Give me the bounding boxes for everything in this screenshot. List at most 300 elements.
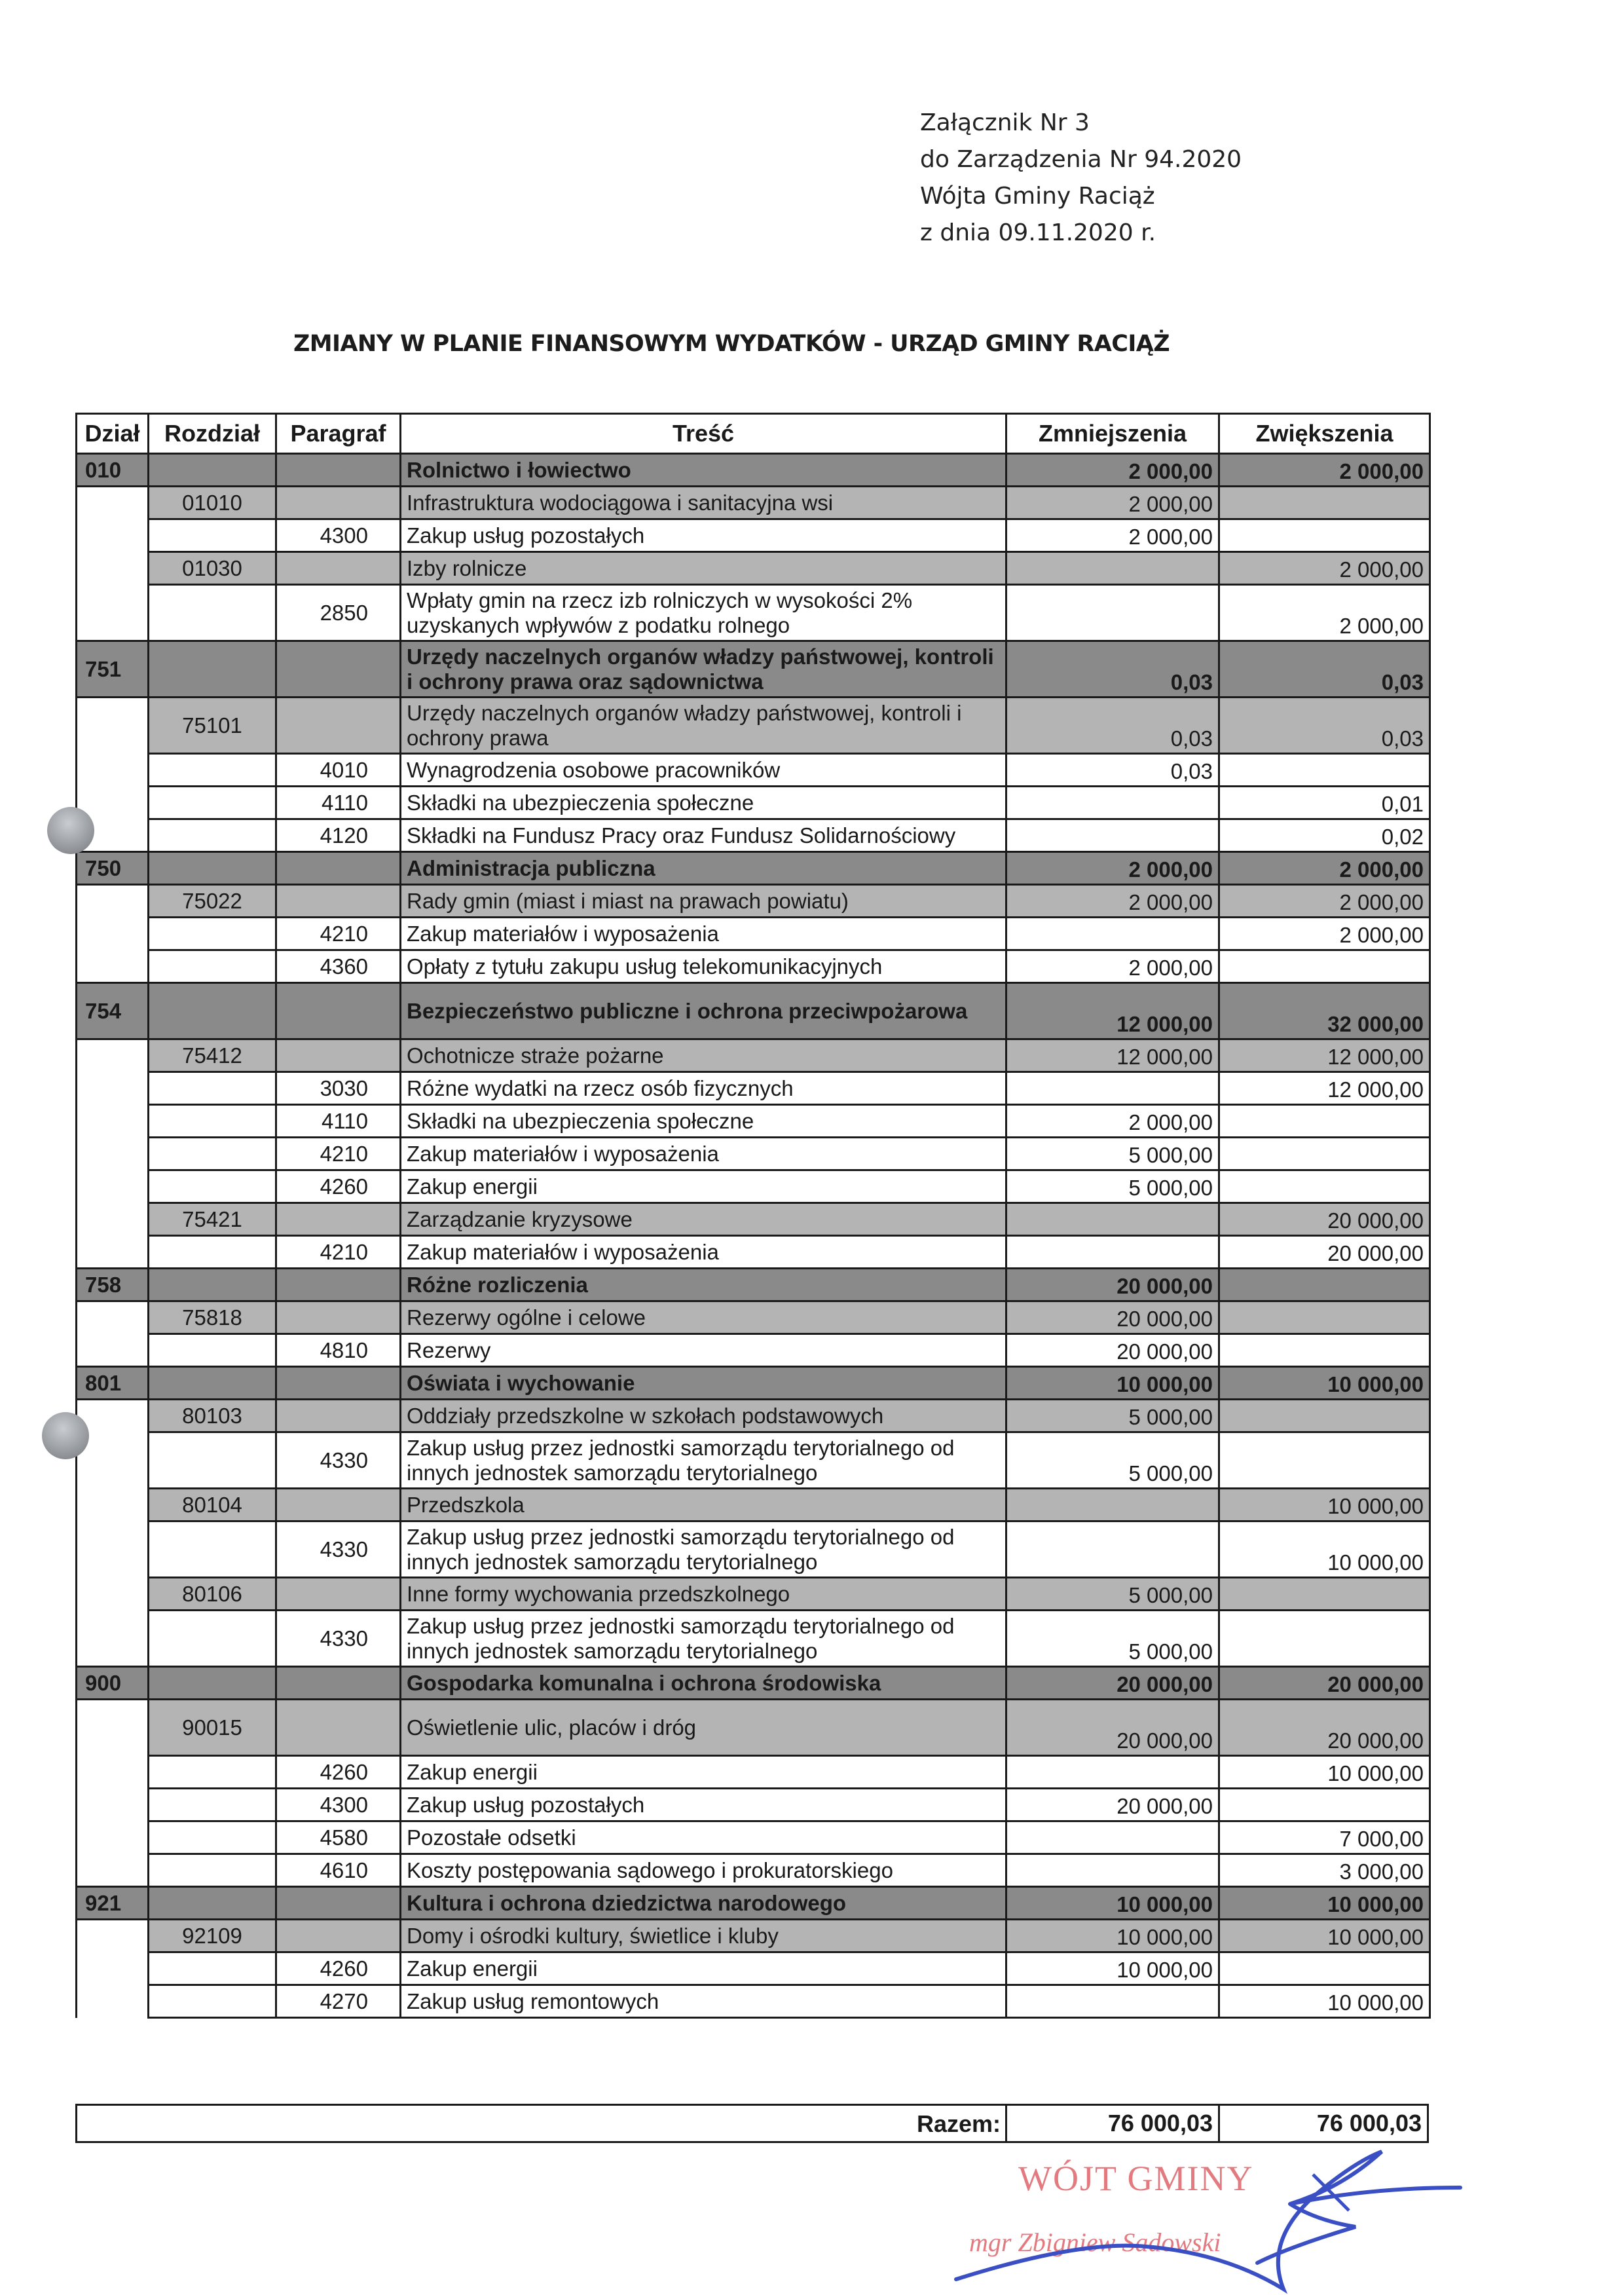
table-row-par: [77, 950, 1430, 983]
table-row-par: [77, 1611, 1430, 1667]
table-row-par: [77, 1952, 1430, 1985]
cell-dzial: [77, 1334, 149, 1367]
table-row-rozdzial: [77, 885, 1430, 918]
cell-zmniejszenia: 12 000,00: [1006, 1039, 1219, 1072]
cell-paragraf: [276, 1887, 401, 1920]
table-row-dzial: [77, 1367, 1430, 1400]
cell-paragraf: 4210: [276, 1236, 401, 1269]
cell-rozdzial: 75101: [149, 698, 276, 754]
cell-zmniejszenia: [1006, 819, 1219, 852]
cell-paragraf: 4330: [276, 1432, 401, 1489]
table-row-par: [77, 1821, 1430, 1854]
cell-dzial: [77, 1521, 149, 1578]
cell-zmniejszenia: 0,03: [1006, 754, 1219, 787]
cell-rozdzial: [149, 585, 276, 641]
cell-zmniejszenia: 10 000,00: [1006, 1920, 1219, 1952]
cell-dzial: 900: [77, 1667, 149, 1700]
cell-zmniejszenia: 2 000,00: [1006, 1105, 1219, 1138]
cell-paragraf: [276, 487, 401, 519]
cell-paragraf: 4300: [276, 519, 401, 552]
cell-zwiekszenia: 2 000,00: [1219, 454, 1430, 487]
cell-rozdzial: [149, 787, 276, 819]
cell-zwiekszenia: 20 000,00: [1219, 1203, 1430, 1236]
cell-zmniejszenia: [1006, 585, 1219, 641]
table-row-par: [77, 1432, 1430, 1489]
annex-issuer: Wójta Gminy Raciąż: [920, 183, 1155, 210]
annex-order: do Zarządzenia Nr 94.2020: [920, 146, 1242, 173]
table-row-rozdzial: [77, 1700, 1430, 1756]
cell-zwiekszenia: 3 000,00: [1219, 1854, 1430, 1887]
cell-paragraf: [276, 983, 401, 1039]
cell-paragraf: [276, 1578, 401, 1611]
table-row-par: [77, 1789, 1430, 1821]
cell-tresc: Zakup materiałów i wyposażenia: [401, 1236, 1006, 1269]
cell-rozdzial: [149, 754, 276, 787]
cell-zmniejszenia: 20 000,00: [1006, 1301, 1219, 1334]
cell-zwiekszenia: [1219, 754, 1430, 787]
cell-tresc: Zakup usług remontowych: [401, 1985, 1006, 2018]
cell-tresc: Pozostałe odsetki: [401, 1821, 1006, 1854]
cell-zmniejszenia: [1006, 1821, 1219, 1854]
cell-zwiekszenia: 7 000,00: [1219, 1821, 1430, 1854]
cell-rozdzial: [149, 1138, 276, 1170]
table-row-par: [77, 787, 1430, 819]
cell-tresc: Składki na Fundusz Pracy oraz Fundusz Solidarnościowy: [401, 819, 1006, 852]
cell-rozdzial: [149, 454, 276, 487]
cell-paragraf: 4360: [276, 950, 401, 983]
cell-dzial: 801: [77, 1367, 149, 1400]
cell-paragraf: [276, 552, 401, 585]
cell-dzial: [77, 950, 149, 983]
cell-zwiekszenia: [1219, 1301, 1430, 1334]
cell-rozdzial: [149, 1667, 276, 1700]
table-row-dzial: [77, 1269, 1430, 1301]
cell-tresc: Zakup usług pozostałych: [401, 1789, 1006, 1821]
cell-rozdzial: [149, 1367, 276, 1400]
cell-dzial: [77, 885, 149, 918]
total-zmniejszenia: 76 000,03: [1005, 2104, 1220, 2143]
cell-zmniejszenia: [1006, 1236, 1219, 1269]
table-row-dzial: [77, 454, 1430, 487]
cell-zmniejszenia: [1006, 1521, 1219, 1578]
table-row-rozdzial: [77, 698, 1430, 754]
cell-tresc: Zarządzanie kryzysowe: [401, 1203, 1006, 1236]
table-row-par: [77, 1072, 1430, 1105]
table-row-rozdzial: [77, 1920, 1430, 1952]
table-row-par: [77, 1138, 1430, 1170]
cell-dzial: [77, 1952, 149, 1985]
cell-rozdzial: [149, 1821, 276, 1854]
cell-zwiekszenia: [1219, 1334, 1430, 1367]
cell-zwiekszenia: 10 000,00: [1219, 1367, 1430, 1400]
cell-tresc: Administracja publiczna: [401, 852, 1006, 885]
document-title: ZMIANY W PLANIE FINANSOWYM WYDATKÓW - URZĄD GMINY RACIĄŻ: [293, 331, 1170, 357]
cell-rozdzial: [149, 1952, 276, 1985]
cell-tresc: Rolnictwo i łowiectwo: [401, 454, 1006, 487]
cell-paragraf: [276, 1039, 401, 1072]
cell-dzial: [77, 1138, 149, 1170]
stamp-name: mgr Zbigniew Sadowski: [969, 2228, 1221, 2257]
cell-zwiekszenia: [1219, 1170, 1430, 1203]
cell-tresc: Rezerwy ogólne i celowe: [401, 1301, 1006, 1334]
cell-rozdzial: [149, 1269, 276, 1301]
cell-tresc: Zakup energii: [401, 1170, 1006, 1203]
table-row-par: [77, 1334, 1430, 1367]
cell-tresc: Zakup usług pozostałych: [401, 519, 1006, 552]
cell-rozdzial: [149, 1854, 276, 1887]
cell-tresc: Rady gmin (miast i miast na prawach powiatu): [401, 885, 1006, 918]
cell-dzial: [77, 1301, 149, 1334]
cell-paragraf: [276, 1269, 401, 1301]
cell-paragraf: 4110: [276, 787, 401, 819]
cell-paragraf: 4210: [276, 1138, 401, 1170]
cell-zmniejszenia: [1006, 787, 1219, 819]
cell-tresc: Przedszkola: [401, 1489, 1006, 1521]
table-row-rozdzial: [77, 552, 1430, 585]
cell-dzial: [77, 1985, 149, 2018]
cell-dzial: 751: [77, 641, 149, 698]
cell-tresc: Oddziały przedszkolne w szkołach podstawowych: [401, 1400, 1006, 1432]
cell-paragraf: [276, 641, 401, 698]
cell-paragraf: [276, 852, 401, 885]
cell-zmniejszenia: 5 000,00: [1006, 1611, 1219, 1667]
cell-paragraf: [276, 1367, 401, 1400]
cell-tresc: Urzędy naczelnych organów władzy państwowej, kontroli i ochrony prawa oraz sądownictwa: [401, 641, 1006, 698]
cell-dzial: [77, 585, 149, 641]
cell-paragraf: 4270: [276, 1985, 401, 2018]
cell-rozdzial: [149, 1170, 276, 1203]
cell-zmniejszenia: 5 000,00: [1006, 1138, 1219, 1170]
cell-paragraf: 4330: [276, 1611, 401, 1667]
stamp-title: WÓJT GMINY: [1018, 2159, 1254, 2198]
cell-rozdzial: 92109: [149, 1920, 276, 1952]
table-row-dzial: [77, 1887, 1430, 1920]
header-zwiekszenia: Zwiększenia: [1219, 414, 1430, 454]
cell-paragraf: 4330: [276, 1521, 401, 1578]
handwritten-signature-icon: [950, 2148, 1473, 2295]
cell-zwiekszenia: 2 000,00: [1219, 585, 1430, 641]
cell-tresc: Zakup materiałów i wyposażenia: [401, 918, 1006, 950]
cell-zwiekszenia: 10 000,00: [1219, 1887, 1430, 1920]
table-row-dzial: [77, 852, 1430, 885]
cell-zmniejszenia: [1006, 1203, 1219, 1236]
table-row-rozdzial: [77, 1400, 1430, 1432]
cell-zwiekszenia: 32 000,00: [1219, 983, 1430, 1039]
cell-zmniejszenia: 2 000,00: [1006, 519, 1219, 552]
cell-paragraf: 4260: [276, 1170, 401, 1203]
cell-tresc: Wpłaty gmin na rzecz izb rolniczych w wysokości 2% uzyskanych wpływów z podatku rolnego: [401, 585, 1006, 641]
cell-tresc: Kultura i ochrona dziedzictwa narodowego: [401, 1887, 1006, 1920]
cell-paragraf: 4010: [276, 754, 401, 787]
cell-paragraf: 4260: [276, 1952, 401, 1985]
cell-zmniejszenia: 20 000,00: [1006, 1789, 1219, 1821]
total-label: Razem:: [917, 2110, 1001, 2137]
cell-dzial: [77, 1039, 149, 1072]
cell-rozdzial: [149, 1756, 276, 1789]
cell-zwiekszenia: 10 000,00: [1219, 1920, 1430, 1952]
cell-rozdzial: [149, 1236, 276, 1269]
cell-paragraf: 4120: [276, 819, 401, 852]
cell-dzial: [77, 918, 149, 950]
table-row-par: [77, 585, 1430, 641]
cell-dzial: [77, 1854, 149, 1887]
cell-paragraf: [276, 1489, 401, 1521]
header-tresc: Treść: [401, 414, 1006, 454]
cell-rozdzial: 01030: [149, 552, 276, 585]
cell-tresc: Koszty postępowania sądowego i prokuratorskiego: [401, 1854, 1006, 1887]
cell-zmniejszenia: 10 000,00: [1006, 1367, 1219, 1400]
table-row-rozdzial: [77, 1301, 1430, 1334]
cell-zmniejszenia: [1006, 1756, 1219, 1789]
cell-rozdzial: [149, 1432, 276, 1489]
table-row-par: [77, 519, 1430, 552]
annex-date: z dnia 09.11.2020 r.: [920, 219, 1156, 246]
cell-rozdzial: [149, 1887, 276, 1920]
cell-zmniejszenia: 2 000,00: [1006, 487, 1219, 519]
cell-tresc: Składki na ubezpieczenia społeczne: [401, 1105, 1006, 1138]
cell-tresc: Izby rolnicze: [401, 552, 1006, 585]
cell-zmniejszenia: 10 000,00: [1006, 1952, 1219, 1985]
cell-dzial: [77, 698, 149, 754]
cell-zmniejszenia: 5 000,00: [1006, 1400, 1219, 1432]
cell-paragraf: [276, 1667, 401, 1700]
cell-zwiekszenia: [1219, 1269, 1430, 1301]
table-row-par: [77, 819, 1430, 852]
cell-zwiekszenia: [1219, 487, 1430, 519]
cell-paragraf: [276, 1920, 401, 1952]
cell-zmniejszenia: [1006, 552, 1219, 585]
cell-tresc: Zakup energii: [401, 1952, 1006, 1985]
cell-dzial: [77, 1578, 149, 1611]
cell-dzial: [77, 552, 149, 585]
cell-zwiekszenia: 2 000,00: [1219, 918, 1430, 950]
cell-rozdzial: 75022: [149, 885, 276, 918]
cell-rozdzial: 80104: [149, 1489, 276, 1521]
table-row-par: [77, 1756, 1430, 1789]
cell-zwiekszenia: 10 000,00: [1219, 1521, 1430, 1578]
cell-zwiekszenia: 10 000,00: [1219, 1756, 1430, 1789]
cell-paragraf: 4580: [276, 1821, 401, 1854]
cell-dzial: [77, 1611, 149, 1667]
header-zmniejszenia: Zmniejszenia: [1006, 414, 1219, 454]
cell-zmniejszenia: 2 000,00: [1006, 852, 1219, 885]
cell-dzial: [77, 1920, 149, 1952]
cell-rozdzial: [149, 1611, 276, 1667]
cell-tresc: Ochotnicze straże pożarne: [401, 1039, 1006, 1072]
cell-rozdzial: [149, 1985, 276, 2018]
table-row-par: [77, 1854, 1430, 1887]
cell-dzial: [77, 1105, 149, 1138]
cell-dzial: 010: [77, 454, 149, 487]
cell-paragraf: [276, 698, 401, 754]
hole-punch-bottom: [42, 1412, 89, 1459]
cell-zwiekszenia: [1219, 1432, 1430, 1489]
cell-dzial: [77, 754, 149, 787]
cell-rozdzial: 75412: [149, 1039, 276, 1072]
cell-zwiekszenia: [1219, 1400, 1430, 1432]
cell-rozdzial: 75421: [149, 1203, 276, 1236]
cell-zmniejszenia: 20 000,00: [1006, 1334, 1219, 1367]
cell-zwiekszenia: 0,03: [1219, 698, 1430, 754]
cell-dzial: [77, 1700, 149, 1756]
cell-paragraf: [276, 1700, 401, 1756]
cell-zwiekszenia: [1219, 1789, 1430, 1821]
table-row-par: [77, 1985, 1430, 2018]
cell-tresc: Urzędy naczelnych organów władzy państwowej, kontroli i ochrony prawa: [401, 698, 1006, 754]
cell-tresc: Gospodarka komunalna i ochrona środowiska: [401, 1667, 1006, 1700]
table-row-par: [77, 918, 1430, 950]
cell-tresc: Bezpieczeństwo publiczne i ochrona przeciwpożarowa: [401, 983, 1006, 1039]
cell-dzial: [77, 1821, 149, 1854]
cell-zmniejszenia: 10 000,00: [1006, 1887, 1219, 1920]
cell-tresc: Różne wydatki na rzecz osób fizycznych: [401, 1072, 1006, 1105]
cell-zwiekszenia: [1219, 950, 1430, 983]
cell-dzial: [77, 1236, 149, 1269]
cell-zwiekszenia: 20 000,00: [1219, 1700, 1430, 1756]
annex-number: Załącznik Nr 3: [920, 109, 1090, 136]
header-paragraf: Paragraf: [276, 414, 401, 454]
cell-zwiekszenia: 10 000,00: [1219, 1985, 1430, 2018]
cell-zwiekszenia: 12 000,00: [1219, 1039, 1430, 1072]
cell-rozdzial: 90015: [149, 1700, 276, 1756]
cell-zwiekszenia: 12 000,00: [1219, 1072, 1430, 1105]
cell-dzial: [77, 487, 149, 519]
cell-rozdzial: [149, 819, 276, 852]
table-row-dzial: [77, 983, 1430, 1039]
cell-zmniejszenia: 12 000,00: [1006, 983, 1219, 1039]
cell-zmniejszenia: 2 000,00: [1006, 454, 1219, 487]
table-header-row: [77, 414, 1430, 454]
cell-zmniejszenia: 20 000,00: [1006, 1700, 1219, 1756]
cell-tresc: Oświetlenie ulic, placów i dróg: [401, 1700, 1006, 1756]
table-row-par: [77, 1236, 1430, 1269]
cell-rozdzial: [149, 950, 276, 983]
table-body: [77, 454, 1430, 2018]
cell-paragraf: [276, 885, 401, 918]
cell-tresc: Inne formy wychowania przedszkolnego: [401, 1578, 1006, 1611]
cell-tresc: Rezerwy: [401, 1334, 1006, 1367]
cell-tresc: Zakup usług przez jednostki samorządu terytorialnego od innych jednostek samorządu terytorialnego: [401, 1432, 1006, 1489]
annex-header: [920, 105, 1242, 252]
cell-rozdzial: [149, 852, 276, 885]
cell-zwiekszenia: 0,03: [1219, 641, 1430, 698]
cell-zmniejszenia: 2 000,00: [1006, 885, 1219, 918]
cell-tresc: Zakup materiałów i wyposażenia: [401, 1138, 1006, 1170]
cell-zmniejszenia: 5 000,00: [1006, 1432, 1219, 1489]
hole-punch-top: [47, 807, 94, 854]
table-row-par: [77, 1170, 1430, 1203]
cell-paragraf: [276, 1203, 401, 1236]
cell-zwiekszenia: [1219, 1578, 1430, 1611]
cell-rozdzial: [149, 641, 276, 698]
cell-paragraf: 2850: [276, 585, 401, 641]
cell-zmniejszenia: [1006, 1854, 1219, 1887]
cell-zwiekszenia: 2 000,00: [1219, 552, 1430, 585]
cell-zwiekszenia: 2 000,00: [1219, 852, 1430, 885]
table-row-dzial: [77, 641, 1430, 698]
header-dzial: Dział: [77, 414, 149, 454]
cell-zwiekszenia: 0,01: [1219, 787, 1430, 819]
cell-zwiekszenia: [1219, 519, 1430, 552]
cell-tresc: Zakup usług przez jednostki samorządu terytorialnego od innych jednostek samorządu terytorialnego: [401, 1611, 1006, 1667]
cell-tresc: Oświata i wychowanie: [401, 1367, 1006, 1400]
cell-tresc: Zakup energii: [401, 1756, 1006, 1789]
table-row-rozdzial: [77, 1489, 1430, 1521]
cell-tresc: Różne rozliczenia: [401, 1269, 1006, 1301]
cell-paragraf: [276, 454, 401, 487]
cell-zwiekszenia: 0,02: [1219, 819, 1430, 852]
cell-zmniejszenia: [1006, 1489, 1219, 1521]
cell-dzial: 754: [77, 983, 149, 1039]
cell-tresc: Wynagrodzenia osobowe pracowników: [401, 754, 1006, 787]
cell-zwiekszenia: 2 000,00: [1219, 885, 1430, 918]
cell-zmniejszenia: 0,03: [1006, 698, 1219, 754]
cell-dzial: [77, 1072, 149, 1105]
cell-paragraf: 4300: [276, 1789, 401, 1821]
cell-zmniejszenia: 5 000,00: [1006, 1170, 1219, 1203]
cell-zmniejszenia: [1006, 1985, 1219, 2018]
budget-changes-table: [75, 413, 1431, 2019]
cell-zmniejszenia: 20 000,00: [1006, 1269, 1219, 1301]
cell-dzial: [77, 1789, 149, 1821]
cell-zmniejszenia: [1006, 1072, 1219, 1105]
cell-tresc: Zakup usług przez jednostki samorządu terytorialnego od innych jednostek samorządu terytorialnego: [401, 1521, 1006, 1578]
cell-rozdzial: 80103: [149, 1400, 276, 1432]
cell-rozdzial: 80106: [149, 1578, 276, 1611]
table-row-rozdzial: [77, 1578, 1430, 1611]
cell-paragraf: 4110: [276, 1105, 401, 1138]
header-rozdzial: Rozdział: [149, 414, 276, 454]
cell-rozdzial: [149, 983, 276, 1039]
cell-tresc: Infrastruktura wodociągowa i sanitacyjna wsi: [401, 487, 1006, 519]
table-row-rozdzial: [77, 487, 1430, 519]
cell-zmniejszenia: 2 000,00: [1006, 950, 1219, 983]
cell-paragraf: 4810: [276, 1334, 401, 1367]
cell-rozdzial: 01010: [149, 487, 276, 519]
cell-rozdzial: [149, 1072, 276, 1105]
cell-paragraf: 4610: [276, 1854, 401, 1887]
cell-dzial: 758: [77, 1269, 149, 1301]
cell-tresc: Domy i ośrodki kultury, świetlice i kluby: [401, 1920, 1006, 1952]
cell-zmniejszenia: [1006, 918, 1219, 950]
cell-zwiekszenia: [1219, 1105, 1430, 1138]
table-row-dzial: [77, 1667, 1430, 1700]
cell-zwiekszenia: [1219, 1611, 1430, 1667]
cell-tresc: Opłaty z tytułu zakupu usług telekomunikacyjnych: [401, 950, 1006, 983]
cell-zwiekszenia: [1219, 1952, 1430, 1985]
cell-paragraf: 4210: [276, 918, 401, 950]
cell-rozdzial: [149, 1521, 276, 1578]
cell-zwiekszenia: [1219, 1138, 1430, 1170]
cell-rozdzial: [149, 1105, 276, 1138]
cell-rozdzial: 75818: [149, 1301, 276, 1334]
cell-rozdzial: [149, 918, 276, 950]
cell-zmniejszenia: 0,03: [1006, 641, 1219, 698]
cell-paragraf: [276, 1400, 401, 1432]
cell-paragraf: 4260: [276, 1756, 401, 1789]
cell-zmniejszenia: 5 000,00: [1006, 1578, 1219, 1611]
cell-dzial: [77, 519, 149, 552]
table-row-par: [77, 1105, 1430, 1138]
cell-zwiekszenia: 20 000,00: [1219, 1236, 1430, 1269]
cell-dzial: 750: [77, 852, 149, 885]
cell-zwiekszenia: 10 000,00: [1219, 1489, 1430, 1521]
cell-dzial: [77, 1203, 149, 1236]
cell-rozdzial: [149, 1334, 276, 1367]
cell-zmniejszenia: 20 000,00: [1006, 1667, 1219, 1700]
total-zwiekszenia: 76 000,03: [1218, 2104, 1429, 2143]
table-row-par: [77, 1521, 1430, 1578]
